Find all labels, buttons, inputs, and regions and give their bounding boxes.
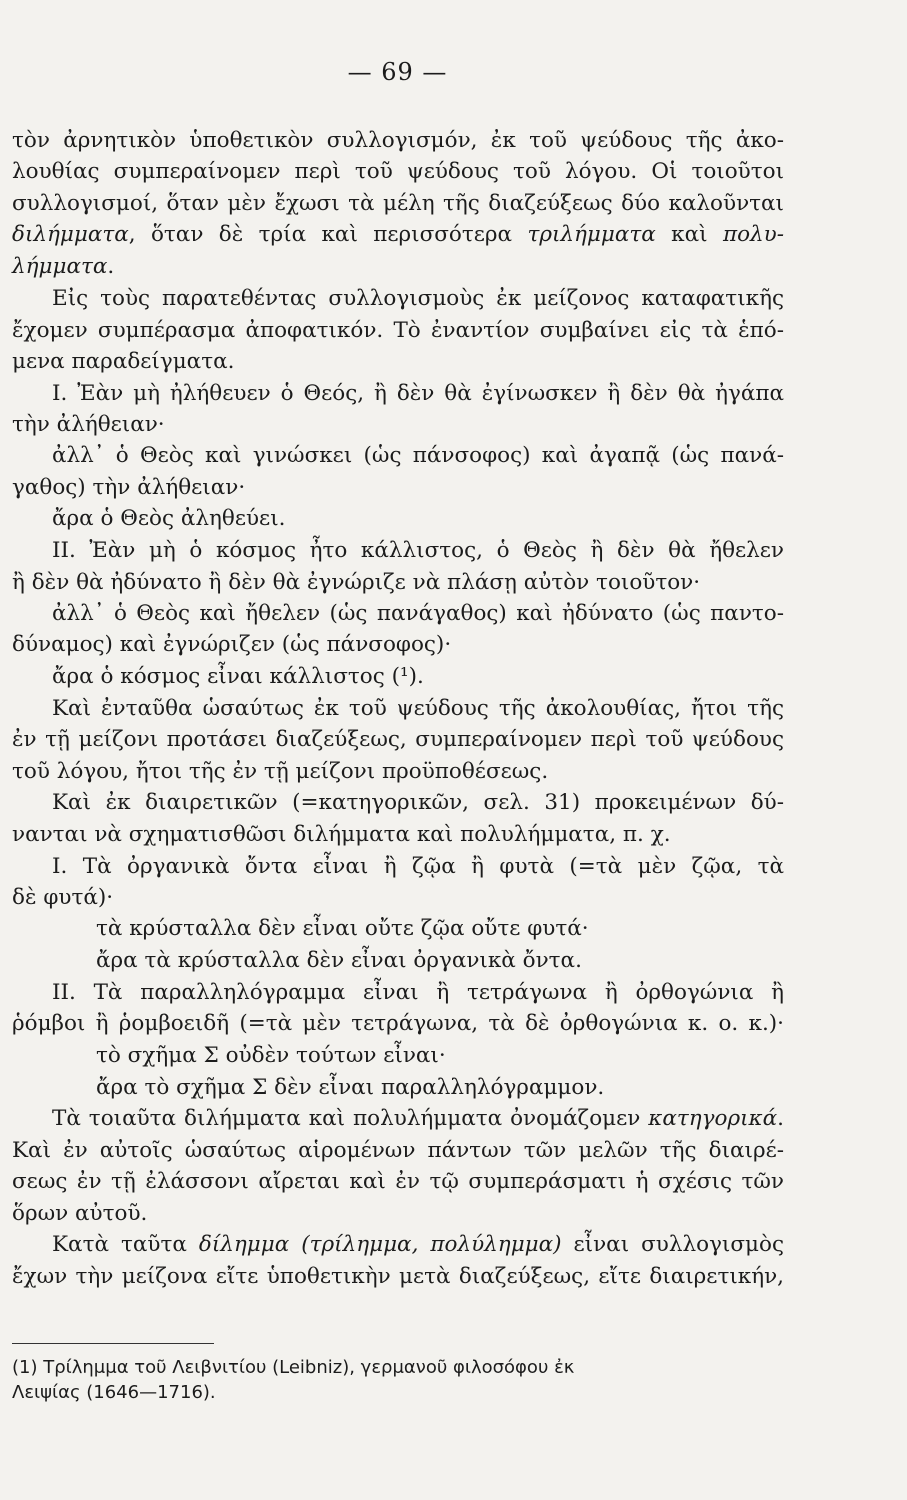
text-run: ἄρα ὁ Θεὸς ἀληθεύει. (52, 506, 286, 531)
text-line (12, 157, 784, 187)
text-line (12, 568, 784, 598)
italic-term: κατηγορικά (648, 1106, 778, 1131)
text-line (52, 284, 784, 314)
footnote-line: Λειψίας (1646—1716). (12, 1382, 216, 1403)
text-line (52, 978, 784, 1008)
text-line (96, 946, 784, 976)
text-line (12, 630, 784, 660)
text-run: ἔχομεν συμπέρασμα ἀποφατικόν. Τὸ ἐναντίον συμβαίνει εἰς τὰ ἑπό- (12, 318, 784, 343)
text-run: τὸν ἀρνητικὸν ὑποθετικὸν συλλογισμόν, ἐκ τοῦ ψεύδους τῆς ἀκο- (12, 128, 784, 153)
text-line (52, 599, 784, 629)
text-line (52, 379, 784, 409)
text-line (52, 1230, 784, 1260)
text-line (96, 1041, 784, 1071)
text-line (52, 1104, 784, 1134)
text-run: Ι. Τὰ ὀργανικὰ ὄντα εἶναι ἢ ζῷα ἢ φυτὰ (=τὰ μὲν ζῷα, τὰ (52, 854, 784, 879)
italic-term: τριλήμματα (527, 222, 656, 247)
text-run: τὴν ἀλήθειαν· (12, 412, 165, 437)
text-run: ἀλλ᾽ ὁ Θεὸς καὶ γινώσκει (ὡς πάνσοφος) καὶ ἀγαπᾷ (ὡς πανά- (52, 443, 784, 468)
text-run: Καὶ ἐν αὐτοῖς ὡσαύτως αἱρομένων πάντων τῶν μελῶν τῆς διαιρέ- (12, 1138, 784, 1163)
text-run: εἶναι συλλογισμὸς (561, 1232, 784, 1257)
footnote-line: (1) Τρίλημμα τοῦ Λειβνιτίου (Leibniz), γερμανοῦ φιλοσόφου ἐκ (12, 1357, 575, 1378)
text-line (12, 410, 784, 440)
text-run: ΙΙ. Ἐὰν μὴ ὁ κόσμος ἦτο κάλλιστος, ὁ Θεὸς ἢ δὲν θὰ ἤθελεν (52, 538, 784, 563)
text-run: Κατὰ ταῦτα (52, 1232, 199, 1257)
footnote-separator (12, 1343, 214, 1344)
text-run: Καὶ ἐκ διαιρετικῶν (=κατηγορικῶν, σελ. 31) προκειμένων δύ- (52, 790, 784, 815)
text-run: δὲ φυτά)· (12, 885, 114, 910)
text-run: ἐν τῇ μείζονι προτάσει διαζεύξεως, συμπεραίνομεν περὶ τοῦ ψεύδους (12, 727, 784, 752)
text-run: . (777, 1106, 784, 1131)
text-run: , ὅταν δὲ τρία καὶ περισσότερα (128, 222, 528, 247)
text-run: ἄρα τὸ σχῆμα Σ δὲν εἶναι παραλληλόγραμμον. (96, 1075, 605, 1100)
text-run: ΙΙ. Τὰ παραλληλόγραμμα εἶναι ἢ τετράγωνα ἢ ὀρθογώνια ἢ (52, 980, 784, 1005)
page-number: — 69 — (347, 58, 448, 86)
text-line (52, 788, 784, 818)
text-line (12, 1136, 784, 1166)
text-run: ὅρων αὐτοῦ. (12, 1201, 148, 1226)
text-line (52, 694, 784, 724)
text-run: λουθίας συμπεραίνομεν περὶ τοῦ ψεύδους τοῦ λόγου. Οἱ τοιοῦτοι (12, 159, 784, 184)
text-line (12, 347, 784, 377)
text-line (52, 536, 784, 566)
text-run: ἄρα ὁ κόσμος εἶναι κάλλιστος (¹). (52, 664, 424, 689)
text-line (96, 1073, 784, 1103)
text-line (52, 441, 784, 471)
text-line (12, 1262, 784, 1292)
italic-term: λήμματα (12, 254, 108, 279)
text-line (96, 914, 784, 944)
italic-term: πολυ- (722, 222, 784, 247)
text-line (12, 1199, 784, 1229)
text-run: ἄρα τὰ κρύσταλλα δὲν εἶναι ὀργανικὰ ὄντα. (96, 948, 582, 973)
text-run: συλλογισμοί, ὅταν μὲν ἔχωσι τὰ μέλη τῆς διαζεύξεως δύο καλοῦνται (12, 191, 784, 216)
text-line (12, 126, 784, 156)
text-run: Εἰς τοὺς παρατεθέντας συλλογισμοὺς ἐκ μείζονος καταφατικῆς (52, 286, 784, 311)
text-run: Καὶ ἐνταῦθα ὡσαύτως ἐκ τοῦ ψεύδους τῆς ἀκολουθίας, ἤτοι τῆς (52, 696, 784, 721)
text-run: ἀλλ᾽ ὁ Θεὸς καὶ ἤθελεν (ὡς πανάγαθος) καὶ ἠδύνατο (ὡς παντο- (52, 601, 784, 626)
text-run: μενα παραδείγματα. (12, 349, 235, 374)
text-line (12, 725, 784, 755)
text-line (12, 1009, 784, 1039)
text-run: τὰ κρύσταλλα δὲν εἶναι οὔτε ζῷα οὔτε φυτά· (96, 916, 589, 941)
text-run: ἢ δὲν θὰ ἠδύνατο ἢ δὲν θὰ ἐγνώριζε νὰ πλάσῃ αὐτὸν τοιοῦτον· (12, 570, 701, 595)
text-run: σεως ἐν τῇ ἐλάσσονι αἴρεται καὶ ἐν τῷ συμπεράσματι ἡ σχέσις τῶν (12, 1169, 784, 1194)
text-line (12, 820, 784, 850)
italic-term: διλήμματα (12, 222, 129, 247)
text-line (12, 1167, 784, 1197)
text-line (12, 220, 784, 250)
text-run: Τὰ τοιαῦτα διλήμματα καὶ πολυλήμματα ὀνομάζομεν (52, 1106, 649, 1131)
text-line (52, 504, 784, 534)
text-run: Ι. Ἐὰν μὴ ἠλήθευεν ὁ Θεός, ἢ δὲν θὰ ἐγίνωσκεν ἢ δὲν θὰ ἠγάπα (52, 381, 784, 406)
text-line (12, 252, 784, 282)
text-run: ἔχων τὴν μείζονα εἴτε ὑποθετικὴν μετὰ διαζεύξεως, εἴτε διαιρετικήν, (12, 1264, 784, 1289)
text-run: τὸ σχῆμα Σ οὐδὲν τούτων εἶναι· (96, 1043, 446, 1068)
text-line (12, 189, 784, 219)
text-line (12, 883, 784, 913)
text-run: . (107, 254, 115, 279)
text-run: τοῦ λόγου, ἤτοι τῆς ἐν τῇ μείζονι προϋποθέσεως. (12, 759, 549, 784)
text-line (12, 757, 784, 787)
text-line (12, 316, 784, 346)
text-line (52, 662, 784, 692)
text-run: ῥόμβοι ἢ ῥομβοειδῆ (=τὰ μὲν τετράγωνα, τὰ δὲ ὀρθογώνια κ. ο. κ.)· (12, 1011, 784, 1036)
text-run: δύναμος) καὶ ἐγνώριζεν (ὡς πάνσοφος)· (12, 632, 452, 657)
text-line (12, 473, 784, 503)
text-run: καὶ (655, 222, 723, 247)
text-run: νανται νὰ σχηματισθῶσι διλήμματα καὶ πολυλήμματα, π. χ. (12, 822, 671, 847)
italic-term: δίλημμα (τρίλημμα, πολύλημμα) (198, 1232, 562, 1257)
text-line (52, 852, 784, 882)
text-run: γαθος) τὴν ἀλήθειαν· (12, 475, 246, 500)
